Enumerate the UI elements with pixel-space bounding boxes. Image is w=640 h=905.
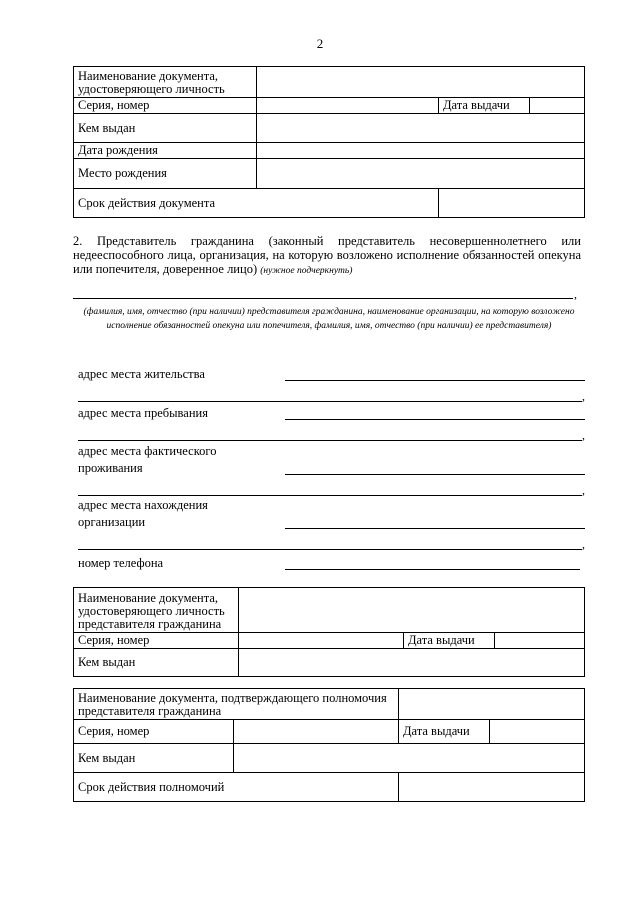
- issue-date-label: Дата выдачи: [439, 98, 530, 114]
- org-address-line-1[interactable]: [285, 528, 585, 529]
- actual-address-line-1[interactable]: [285, 474, 585, 475]
- rep-series-number-label: Серия, номер: [74, 633, 239, 649]
- birth-date-field[interactable]: [256, 143, 585, 159]
- representative-intro: [73, 234, 581, 278]
- rep-doc-name-field[interactable]: [239, 588, 585, 633]
- authority-doc-name-label: Наименование документа, подтверждающего полномочия представителя гражданина: [74, 689, 399, 720]
- rep-issue-date-field[interactable]: [495, 633, 585, 649]
- comma: ,: [582, 483, 585, 497]
- authority-issue-date-field[interactable]: [490, 720, 585, 744]
- authority-issued-by-label: Кем выдан: [74, 744, 234, 773]
- doc-name-label: Наименование документа, удостоверяющего личность: [74, 67, 257, 98]
- representative-intro-text: 2. Представитель гражданина (законный представитель несовершеннолетнего или недееспособного лица, организация, на которую возложено исполнение обязанностей опекуна или попечителя, доверенное лицо): [73, 234, 581, 276]
- birth-place-label: Место рождения: [74, 159, 257, 189]
- rep-issued-by-label: Кем выдан: [74, 649, 239, 677]
- phone-label: номер телефона: [78, 556, 164, 570]
- comma: ,: [582, 428, 585, 442]
- authority-series-number-field[interactable]: [234, 720, 399, 744]
- doc-name-field[interactable]: [256, 67, 585, 98]
- authority-doc-name-field[interactable]: [399, 689, 585, 720]
- comma: ,: [582, 389, 585, 403]
- stay-address-line-1[interactable]: [285, 419, 585, 420]
- rep-issue-date-label: Дата выдачи: [404, 633, 495, 649]
- authority-document-table: [73, 688, 585, 802]
- authority-issued-by-field[interactable]: [234, 744, 585, 773]
- representative-name-line[interactable]: [73, 298, 573, 299]
- series-number-label: Серия, номер: [74, 98, 257, 114]
- residence-address-line-1[interactable]: [285, 380, 585, 381]
- issued-by-label: Кем выдан: [74, 114, 257, 143]
- authority-series-number-label: Серия, номер: [74, 720, 234, 744]
- authority-validity-label: Срок действия полномочий: [74, 773, 399, 802]
- rep-series-number-field[interactable]: [239, 633, 404, 649]
- org-address-label-line1: адрес места нахождения: [78, 498, 208, 512]
- representative-caption: (фамилия, имя, отчество (при наличии) представителя гражданина, наименование организации, на которую возложено исполнение обязанностей опекуна или попечителя, фамилия, имя, отчество (при наличии) ее представителя): [83, 307, 575, 331]
- actual-address-label-line2: проживания: [78, 461, 143, 475]
- birth-place-field[interactable]: [256, 159, 585, 189]
- underline-note: (нужное подчеркнуть): [260, 266, 353, 276]
- issued-by-field[interactable]: [256, 114, 585, 143]
- issue-date-field[interactable]: [530, 98, 585, 114]
- page-number: 2: [316, 36, 324, 51]
- authority-issue-date-label: Дата выдачи: [399, 720, 490, 744]
- residence-address-line-2[interactable]: [78, 401, 582, 402]
- rep-doc-name-label: Наименование документа, удостоверяющего личность представителя гражданина: [74, 588, 239, 633]
- birth-date-label: Дата рождения: [74, 143, 257, 159]
- stay-address-line-2[interactable]: [78, 440, 582, 441]
- comma: ,: [582, 537, 585, 551]
- rep-document-table: [73, 587, 585, 677]
- series-number-field[interactable]: [256, 98, 439, 114]
- citizen-document-table: [73, 66, 585, 218]
- comma: ,: [574, 287, 577, 301]
- rep-issued-by-field[interactable]: [239, 649, 585, 677]
- org-address-line-2[interactable]: [78, 549, 582, 550]
- validity-field[interactable]: [439, 189, 585, 218]
- residence-address-label: адрес места жительства: [78, 367, 205, 381]
- authority-validity-field[interactable]: [399, 773, 585, 802]
- validity-label: Срок действия документа: [74, 189, 439, 218]
- actual-address-line-2[interactable]: [78, 495, 582, 496]
- actual-address-label-line1: адрес места фактического: [78, 444, 217, 458]
- phone-line[interactable]: [285, 569, 580, 570]
- stay-address-label: адрес места пребывания: [78, 406, 208, 420]
- org-address-label-line2: организации: [78, 515, 146, 529]
